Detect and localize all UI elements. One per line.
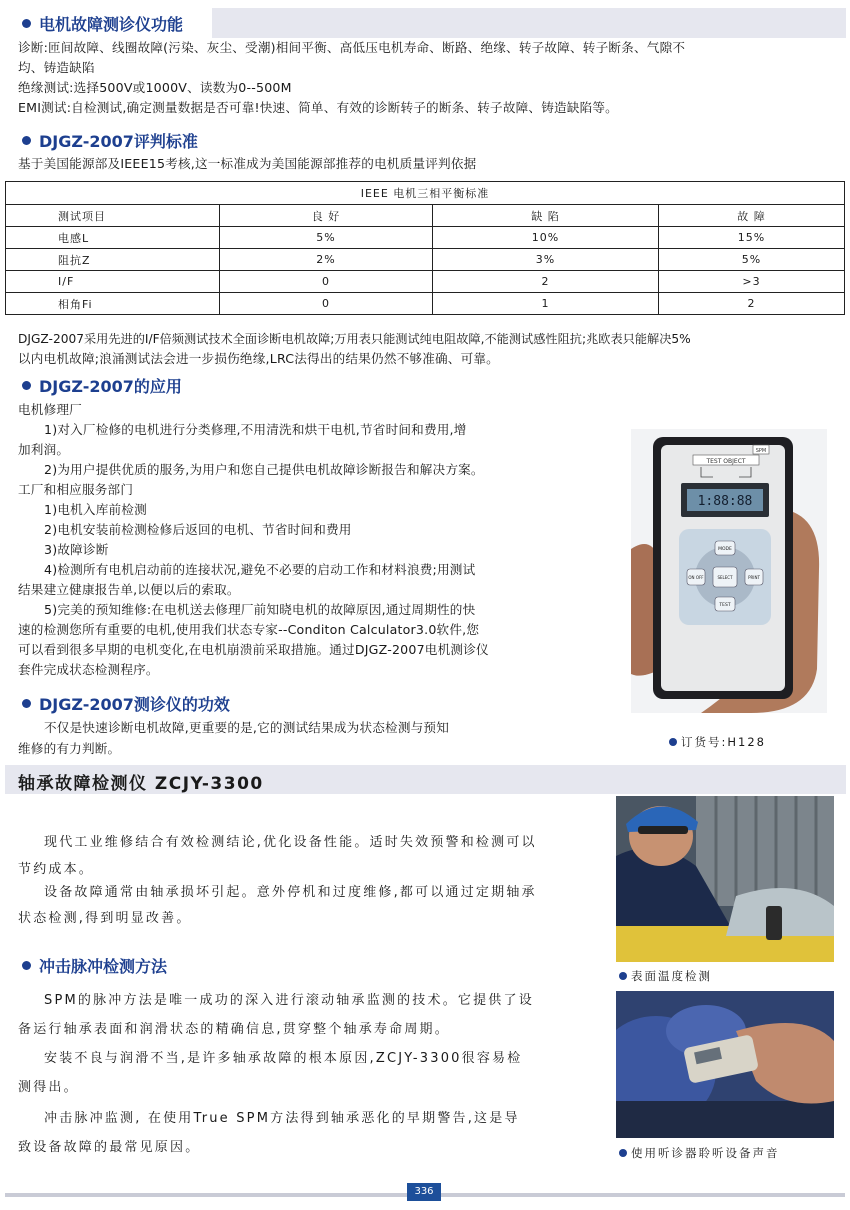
table-cell: >3	[659, 271, 845, 293]
table-header-cell: 故 障	[659, 205, 845, 227]
device-button-label: ON OFF	[688, 575, 704, 580]
application-line: 4)检测所有电机启动前的连接状况,避免不必要的启动工作和材料浪费;用测试	[44, 562, 476, 577]
table-row	[6, 249, 845, 271]
function-line: EMI测试:自检测试,确定测量数据是否可靠!快速、简单、有效的诊断转子的断条、转子故障、铸造缺陷等。	[18, 100, 618, 115]
bearing-detector-title: 轴承故障检测仪 ZCJY-3300	[18, 774, 264, 794]
table-cell: 相角Fi	[6, 293, 220, 315]
bullet-icon	[22, 381, 31, 390]
stethoscope-illustration	[616, 991, 834, 1138]
spm-line: 测得出。	[18, 1080, 79, 1095]
device-button-label: MODE	[718, 547, 732, 552]
function-line: 绝缘测试:选择500V或1000V、读数为0--500M	[18, 80, 292, 95]
bearing-intro-line: 节约成本。	[18, 862, 95, 877]
photo-caption: 表面温度检测	[619, 968, 712, 984]
table-cell: 5%	[659, 249, 845, 271]
order-number-caption: 订货号:H128	[669, 734, 766, 750]
application-line: 速的检测您所有重要的电机,使用我们状态专家--Conditon Calculator3.0软件,您	[18, 622, 480, 637]
application-line: 1)对入厂检修的电机进行分类修理,不用清洗和烘干电机,节省时间和费用,增	[44, 422, 467, 437]
bearing-intro-line: 现代工业维修结合有效检测结论,优化设备性能。适时失效预警和检测可以	[44, 835, 537, 850]
device-display: 1:88:88	[697, 494, 753, 509]
application-line: 电机修理厂	[18, 402, 82, 417]
table-cell: I/F	[6, 271, 220, 293]
bullet-icon	[22, 961, 31, 970]
table-header-row	[6, 205, 845, 227]
section-title-efficacy: DJGZ-2007测诊仪的功效	[22, 692, 230, 715]
application-line: 可以看到很多早期的电机变化,在电机崩溃前采取措施。通过DJGZ-2007电机测诊仪	[18, 642, 489, 657]
spm-line: 冲击脉冲监测, 在使用True SPM方法得到轴承恶化的早期警告,这是导	[44, 1111, 520, 1126]
bullet-icon	[22, 19, 31, 28]
bearing-intro-line: 设备故障通常由轴承损坏引起。意外停机和过度维修,都可以通过定期轴承	[44, 885, 537, 900]
standard-intro: 基于美国能源部及IEEE15考核,这一标准成为美国能源部推荐的电机质量评判依据	[18, 156, 477, 171]
device-button-label: SELECT	[717, 575, 733, 580]
table-cell: 1	[433, 293, 659, 315]
table-header-cell: 良 好	[220, 205, 433, 227]
table-cell: 0	[220, 293, 433, 315]
table-row	[6, 271, 845, 293]
table-header-cell: 测试项目	[6, 205, 220, 227]
standard-note: 以内电机故障;浪涌测试法会进一步损伤绝缘,LRC法得出的结果仍然不够准确、可靠。	[18, 351, 499, 366]
application-line: 套件完成状态检测程序。	[18, 662, 159, 677]
device-photo	[631, 429, 827, 713]
application-line: 2)为用户提供优质的服务,为用户和您自己提供电机故障诊断报告和解决方案。	[44, 462, 484, 477]
application-line: 3)故障诊断	[44, 542, 109, 557]
table-title: IEEE 电机三相平衡标准	[6, 182, 845, 205]
function-line: 均、铸造缺陷	[18, 60, 95, 75]
handheld-tester-illustration	[631, 429, 827, 713]
bullet-icon	[22, 136, 31, 145]
section-title-shock-pulse: 冲击脉冲检测方法	[22, 954, 167, 977]
stethoscope-photo	[616, 991, 834, 1138]
table-row	[6, 293, 845, 315]
standard-note: DJGZ-2007采用先进的I/F倍频测试技术全面诊断电机故障;万用表只能测试纯电阻故障,不能测试感性阻抗;兆欧表只能解决5%	[18, 332, 691, 346]
bearing-intro-line: 状态检测,得到明显改善。	[18, 911, 192, 926]
spm-line: SPM的脉冲方法是唯一成功的深入进行滚动轴承监测的技术。它提供了设	[44, 993, 534, 1008]
table-header-cell: 缺 陷	[433, 205, 659, 227]
bullet-icon	[669, 738, 677, 746]
photo-caption: 使用听诊器聆听设备声音	[619, 1145, 780, 1161]
worker-illustration	[616, 796, 834, 962]
table-cell: 5%	[220, 227, 433, 249]
ieee-balance-table	[5, 181, 845, 315]
table-cell: 2	[659, 293, 845, 315]
device-label: SPM	[755, 448, 767, 454]
bullet-icon	[22, 699, 31, 708]
application-line: 5)完美的预知维修:在电机送去修理厂前知晓电机的故障原因,通过周期性的快	[44, 602, 476, 617]
table-row	[6, 227, 845, 249]
table-cell: 2%	[220, 249, 433, 271]
bullet-icon	[619, 972, 627, 980]
device-button-label: PRINT	[748, 575, 760, 580]
bullet-icon	[619, 1149, 627, 1157]
section-title-standard: DJGZ-2007评判标准	[22, 129, 198, 152]
function-line: 诊断:匝间故障、线圈故障(污染、灰尘、受潮)相间平衡、高低压电机寿命、断路、绝缘、转子故障、转子断条、气隙不	[18, 40, 686, 55]
spm-line: 备运行轴承表面和润滑状态的精确信息,贯穿整个轴承寿命周期。	[18, 1022, 450, 1037]
table-cell: 15%	[659, 227, 845, 249]
application-line: 加利润。	[18, 442, 70, 457]
table-cell: 电感L	[6, 227, 220, 249]
application-line: 1)电机入库前检测	[44, 502, 147, 517]
application-line: 2)电机安装前检测检修后返回的电机、节省时间和费用	[44, 522, 352, 537]
section-header-bar	[212, 8, 846, 38]
table-cell: 阻抗Z	[6, 249, 220, 271]
section-title-application: DJGZ-2007的应用	[22, 374, 182, 397]
table-title-row	[6, 182, 845, 205]
section-title-motor-functions: 电机故障测诊仪功能	[22, 12, 183, 35]
page-number: 336	[407, 1183, 441, 1201]
spm-line: 安装不良与润滑不当,是许多轴承故障的根本原因,ZCJY-3300很容易检	[44, 1051, 523, 1066]
efficacy-line: 维修的有力判断。	[18, 741, 121, 756]
table-cell: 10%	[433, 227, 659, 249]
surface-temperature-photo	[616, 796, 834, 962]
efficacy-line: 不仅是快速诊断电机故障,更重要的是,它的测试结果成为状态检测与预知	[44, 720, 450, 735]
application-line: 结果建立健康报告单,以便以后的索取。	[18, 582, 240, 597]
spm-line: 致设备故障的最常见原因。	[18, 1140, 201, 1155]
device-button-label: TEST	[719, 603, 731, 608]
table-cell: 0	[220, 271, 433, 293]
application-line: 工厂和相应服务部门	[18, 482, 134, 497]
device-label: TEST OBJECT	[706, 458, 746, 465]
table-cell: 2	[433, 271, 659, 293]
table-cell: 3%	[433, 249, 659, 271]
